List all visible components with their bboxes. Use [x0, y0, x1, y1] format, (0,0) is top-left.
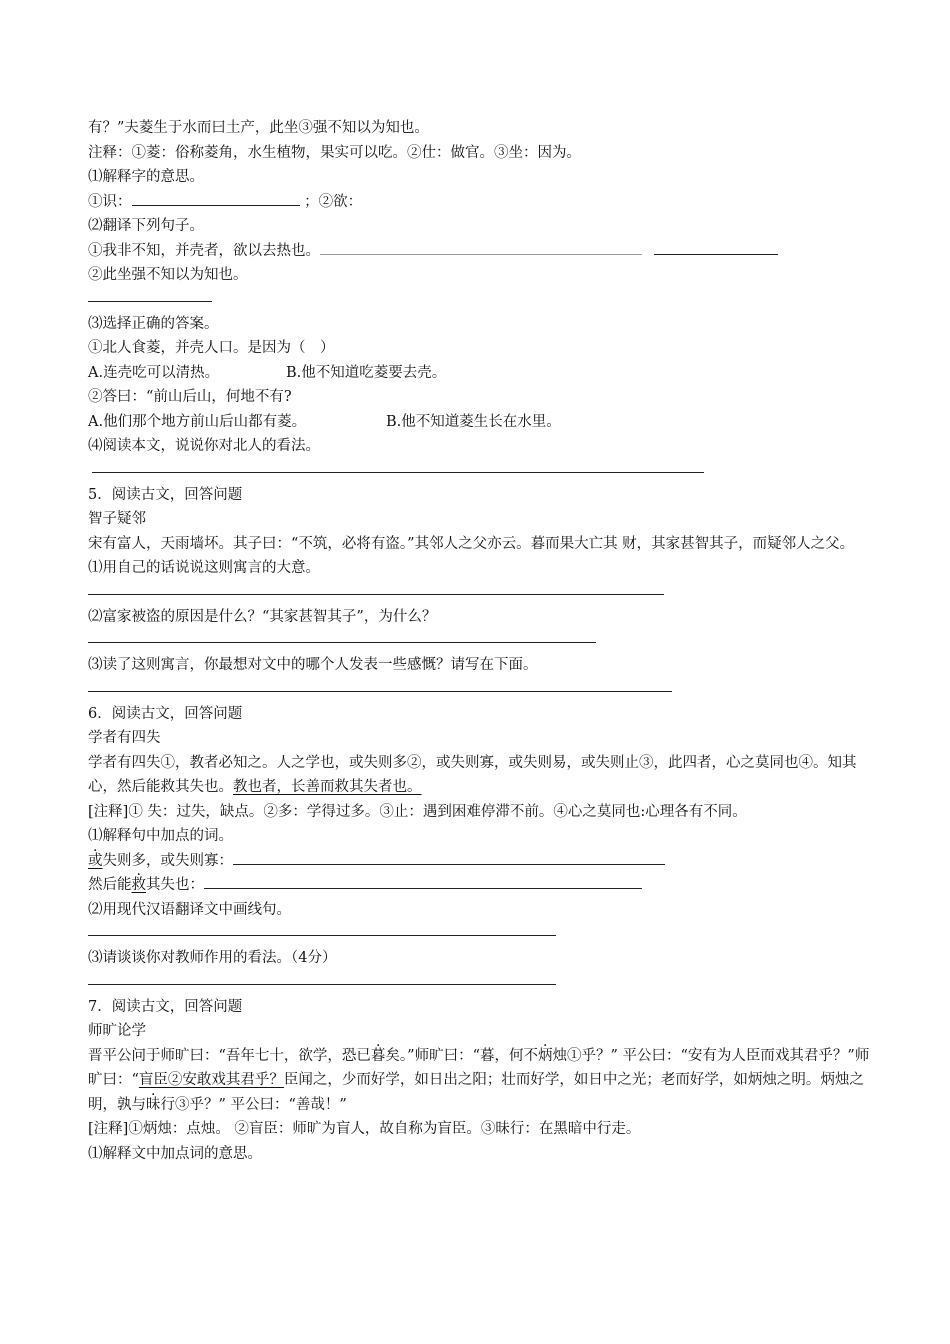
q4-sub3a-option-a[interactable]: A.连壳吃可以清热。	[88, 364, 220, 381]
q7-title: 师旷论学	[88, 1023, 146, 1039]
q5-sub2: ⑵富家被盗的原因是什么？“其家甚智其子”，为什么？	[88, 608, 437, 625]
q6-sub3-blank[interactable]	[88, 971, 556, 985]
q7-notes: [注释]①炳烛：点烛。 ②盲臣：师旷为盲人，故自称为盲臣。③昧行：在黑暗中行走。	[88, 1121, 641, 1137]
q7-passage-part1: 晋平公问于师旷曰：“吾年七十，欲学，恐已	[88, 1047, 371, 1064]
q4-sub3b-options	[88, 410, 878, 435]
q6-sub1a-blank[interactable]	[233, 849, 665, 865]
q5-title: 智子疑邻	[88, 511, 146, 527]
q7-passage-part4: 臣闻之，少而好学，如日出之阳；壮而好学，如日中之光；老而好学，如炳烛之明。炳烛之明，孰与	[88, 1072, 864, 1113]
q4-sub2b-text: ②此坐强不知以为知也。	[88, 267, 248, 283]
q7-dotted-word-1: 暮	[370, 1047, 386, 1064]
q5-sub1: ⑴用自己的话说说这则寓言的大意。	[88, 560, 320, 576]
q6-sub2-blank[interactable]	[88, 922, 556, 936]
q5-heading: 5．阅读古文，回答问题	[88, 486, 243, 503]
q5-sub2-blank[interactable]	[88, 629, 596, 643]
q7-passage-part5: 行③乎？” 平公曰：“善哉！”	[160, 1096, 347, 1113]
q4-sub1: ⑴解释字的意思。	[88, 169, 204, 185]
q7-dotted-word-2: 炳	[538, 1047, 553, 1064]
q4-sub3b: ②答曰：“前山后山，何地不有?	[88, 389, 292, 405]
q4-sub1a-blank[interactable]	[132, 190, 300, 206]
q7-passage	[88, 1044, 878, 1118]
q6-sub1a-dotted-word: 或	[88, 852, 103, 869]
q4-sub2: ⑵翻译下列句子。	[88, 218, 204, 234]
document-body	[88, 116, 878, 1166]
q4-sub2b-blank[interactable]	[88, 288, 212, 302]
q6-sub1a-row	[88, 849, 878, 874]
q7-heading: 7．阅读古文，回答问题	[88, 998, 243, 1015]
q7-dotted-word-3: 昧	[146, 1096, 161, 1113]
q4-text-continuation: 有？”夫菱生于水而曰土产，此坐③强不知以为知也。	[88, 120, 429, 136]
q6-sub1: ⑴解释句中加点的词。	[88, 828, 233, 844]
q6-sub2: ⑵用现代汉语翻译文中画线句。	[88, 901, 291, 918]
q7-underlined-sentence: 盲臣②安敢戏其君乎？	[138, 1072, 284, 1088]
q4-sub1b-label: ；②欲：	[304, 193, 363, 210]
q4-sub2a-blank[interactable]	[320, 239, 642, 255]
q5-sub1-blank[interactable]	[88, 581, 664, 595]
q6-sub1a-text: 失则多，或失则寡：	[102, 852, 233, 869]
q5-sub3: ⑶读了这则寓言，你最想对文中的哪个人发表一些感慨？请写在下面。	[88, 657, 538, 673]
q6-sub1b-row	[88, 873, 878, 898]
q6-sub1b-blank[interactable]	[204, 873, 642, 889]
q6-notes: [注释]① 失：过失，缺点。②多：学得过多。③止：遇到困难停滞不前。④心之莫同也:心理各有不同。	[88, 803, 747, 820]
q7-passage-part2: 矣。”师旷曰：“暮，何不	[385, 1047, 538, 1064]
q5-sub3-blank[interactable]	[88, 678, 672, 692]
q4-sub3b-option-a[interactable]: A.他们那个地方前山后山都有菱。	[88, 413, 307, 430]
q6-title: 学者有四失	[88, 730, 161, 746]
q4-sub1-answers	[88, 190, 878, 215]
q4-sub3a-options	[88, 361, 878, 386]
q4-sub3: ⑶选择正确的答案。	[88, 315, 219, 332]
q6-sub1b-text: 其失也：	[146, 877, 204, 893]
q6-heading: 6．阅读古文，回答问题	[88, 705, 243, 722]
q6-underlined-sentence: 教也者，长善而救其失者也。	[233, 779, 422, 795]
q7-sub1: ⑴解释文中加点词的意思。	[88, 1145, 262, 1162]
q4-notes: 注释：①菱：俗称菱角，水生植物，果实可以吃。②仕：做官。③坐：因为。	[88, 144, 581, 161]
q4-sub2a-blank-2[interactable]	[654, 239, 778, 255]
q7-passage-part3: 烛①乎？” 平公曰：“安有为人臣而戏其君乎？”师旷曰：“	[88, 1047, 870, 1088]
q4-sub4: ⑷阅读本文，说说你对北人的看法。	[88, 438, 320, 454]
q5-passage: 宋有富人，天雨墙坏。其子曰：“不筑，必将有盗。”其邻人之父亦云。暮而果大亡其 财，其家甚智其子，而疑邻人之父。	[88, 535, 855, 552]
q6-sub3: ⑶请谈谈你对教师作用的看法。（4分）	[88, 950, 337, 966]
q6-sub1b-prefix: 然后能	[88, 877, 132, 893]
q4-sub3a: ①北人食菱，并壳人口。是因为（ ）	[88, 340, 335, 356]
q4-sub1a-label: ①识：	[88, 193, 132, 210]
q4-sub4-blank[interactable]	[92, 459, 704, 473]
q4-sub2a-row	[88, 239, 878, 264]
q6-sub1b-dotted-word: 救	[131, 877, 146, 893]
q4-sub3b-option-b[interactable]: B.他不知道菱生长在水里。	[386, 413, 561, 430]
q4-sub3a-option-b[interactable]: B.他不知道吃菱要去壳。	[286, 364, 447, 381]
q6-passage	[88, 751, 878, 800]
q6-passage-text: 学者有四失①，教者必知之。人之学也，或失则多②，或失则寡，或失则易，或失则止③，此四者，心之莫同也④。知其心，然后能救其失也。	[88, 754, 857, 795]
q4-sub2a-text: ①我非不知，并壳者，欲以去热也。	[88, 242, 320, 259]
